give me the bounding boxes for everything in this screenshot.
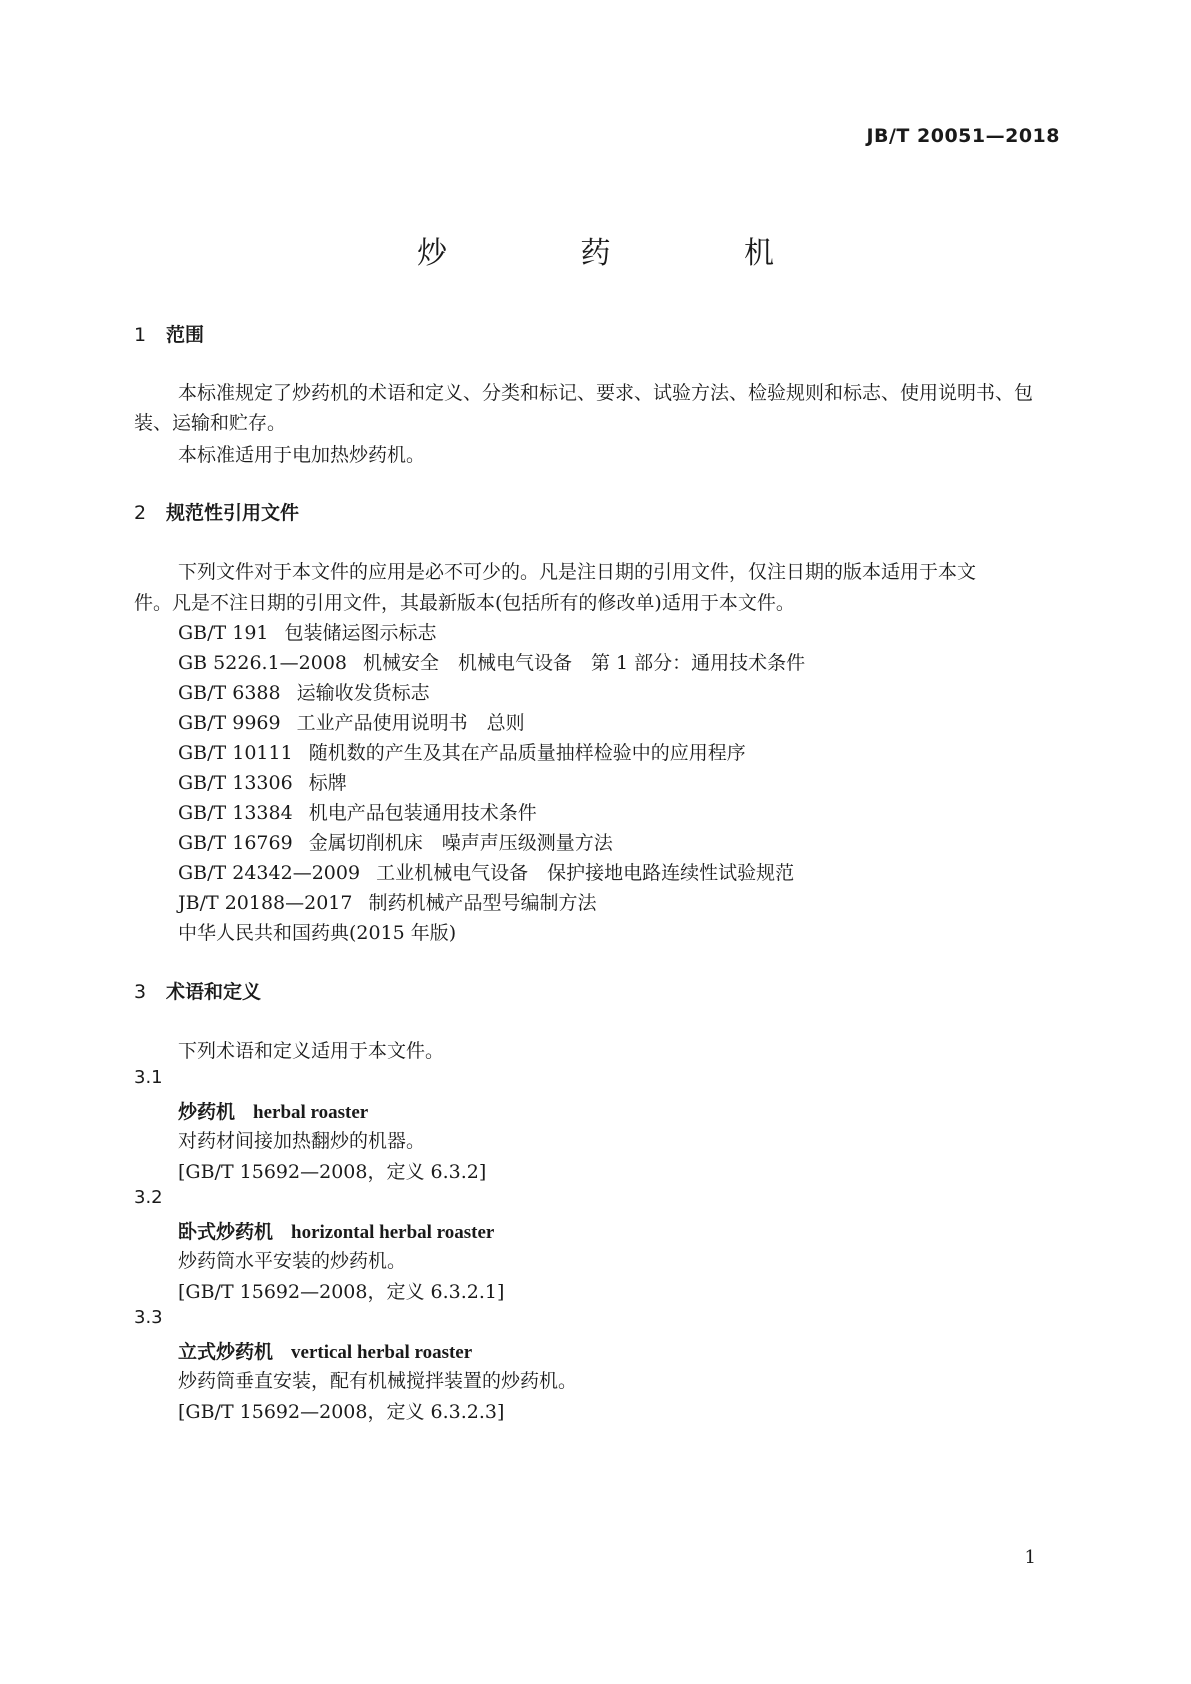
reference-code: GB/T 9969 xyxy=(178,712,281,734)
reference-title: 运输收发货标志 xyxy=(296,682,430,704)
term-definition: 炒药筒垂直安装，配有机械搅拌装置的炒药机。 xyxy=(178,1370,578,1392)
term-zh: 卧式炒药机 xyxy=(178,1221,274,1243)
reference-item xyxy=(178,828,613,855)
term-definition: 对药材间接加热翻炒的机器。 xyxy=(178,1130,426,1152)
term-number: 3.3 xyxy=(134,1307,163,1328)
reference-item xyxy=(178,648,805,675)
section-number: 1 xyxy=(134,324,147,346)
reference-item xyxy=(178,708,525,735)
reference-item xyxy=(178,888,597,915)
paragraph-line: 件。凡是不注日期的引用文件，其最新版本(包括所有的修改单)适用于本文件。 xyxy=(134,592,795,614)
reference-code: GB 5226.1—2008 xyxy=(178,652,348,674)
reference-code: GB/T 10111 xyxy=(178,742,293,764)
section-number: 2 xyxy=(134,502,147,524)
term-name xyxy=(178,1217,494,1244)
reference-item xyxy=(178,798,537,825)
term-en: horizontal herbal roaster xyxy=(291,1222,495,1243)
reference-title: 随机数的产生及其在产品质量抽样检验中的应用程序 xyxy=(308,742,746,764)
reference-title: 标牌 xyxy=(308,772,347,794)
section-2-heading xyxy=(134,498,299,525)
reference-code: GB/T 16769 xyxy=(178,832,293,854)
reference-item xyxy=(178,858,794,885)
reference-code: GB/T 6388 xyxy=(178,682,281,704)
section-title: 术语和定义 xyxy=(166,981,262,1003)
reference-title: 机械安全 机械电气设备 第 1 部分：通用技术条件 xyxy=(363,652,806,674)
reference-code: GB/T 13306 xyxy=(178,772,293,794)
reference-item xyxy=(178,618,437,645)
reference-title: 制药机械产品型号编制方法 xyxy=(368,892,597,914)
page-number: 1 xyxy=(1024,1547,1036,1568)
term-name xyxy=(178,1097,368,1124)
document-title: 炒 药 机 xyxy=(416,236,837,271)
term-source: [GB/T 15692—2008，定义 6.3.2] xyxy=(178,1161,487,1183)
term-en: vertical herbal roaster xyxy=(291,1342,473,1363)
term-source: [GB/T 15692—2008，定义 6.3.2.3] xyxy=(178,1401,505,1423)
reference-title: 工业机械电气设备 保护接地电路连续性试验规范 xyxy=(376,862,795,884)
reference-title: 工业产品使用说明书 总则 xyxy=(296,712,525,734)
reference-title: 包装储运图示标志 xyxy=(284,622,437,644)
term-zh: 立式炒药机 xyxy=(178,1341,274,1363)
term-zh: 炒药机 xyxy=(178,1101,236,1123)
paragraph: 下列术语和定义适用于本文件。 xyxy=(178,1040,445,1062)
reference-title: 金属切削机床 噪声声压级测量方法 xyxy=(308,832,613,854)
reference-title: 机电产品包装通用技术条件 xyxy=(308,802,537,824)
section-number: 3 xyxy=(134,981,147,1003)
reference-item xyxy=(178,918,456,945)
standard-number: JB/T 20051—2018 xyxy=(866,125,1060,147)
term-source: [GB/T 15692—2008，定义 6.3.2.1] xyxy=(178,1281,505,1303)
section-title: 范围 xyxy=(166,324,205,346)
term-definition: 炒药筒水平安装的炒药机。 xyxy=(178,1250,407,1272)
reference-code: GB/T 24342—2009 xyxy=(178,862,361,884)
reference-item xyxy=(178,768,347,795)
term-en: herbal roaster xyxy=(253,1102,369,1123)
reference-item xyxy=(178,678,430,705)
paragraph-line: 下列文件对于本文件的应用是必不可少的。凡是注日期的引用文件，仅注日期的版本适用于本文 xyxy=(178,561,977,583)
term-number: 3.1 xyxy=(134,1067,163,1088)
paragraph-line: 装、运输和贮存。 xyxy=(134,412,287,434)
reference-code: GB/T 191 xyxy=(178,622,269,644)
section-1-heading xyxy=(134,320,204,347)
term-name xyxy=(178,1337,472,1364)
reference-title: 中华人民共和国药典(2015 年版) xyxy=(178,922,457,944)
paragraph: 本标准适用于电加热炒药机。 xyxy=(178,444,426,466)
section-title: 规范性引用文件 xyxy=(166,502,300,524)
reference-code: GB/T 13384 xyxy=(178,802,293,824)
section-3-heading xyxy=(134,977,261,1004)
reference-code: JB/T 20188—2017 xyxy=(178,892,353,914)
paragraph-line: 本标准规定了炒药机的术语和定义、分类和标记、要求、试验方法、检验规则和标志、使用说明书、包 xyxy=(178,382,1034,404)
term-number: 3.2 xyxy=(134,1187,163,1208)
reference-item xyxy=(178,738,746,765)
